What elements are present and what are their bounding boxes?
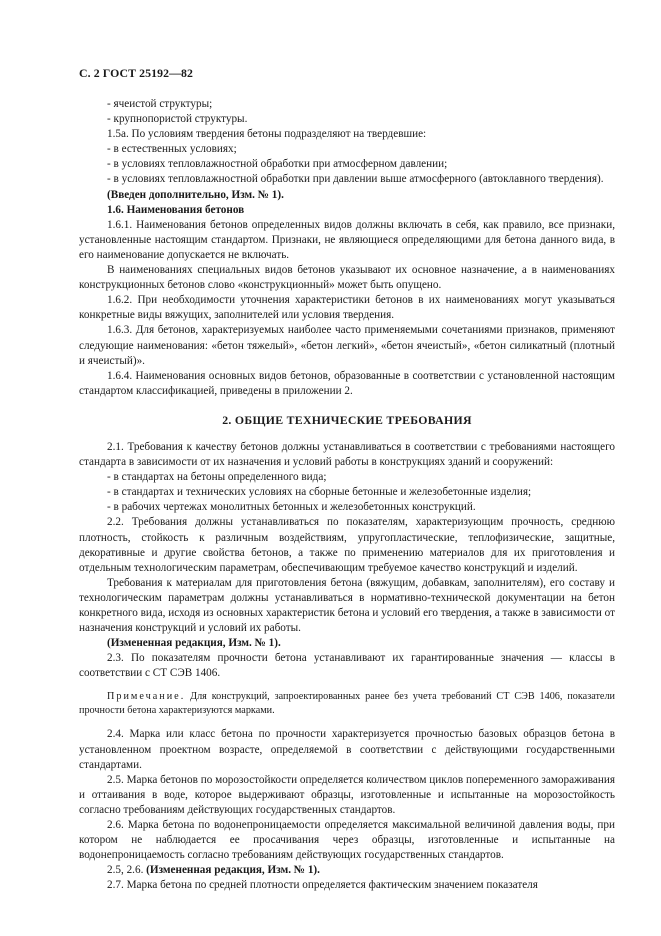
clause-1-6-1-cont: В наименованиях специальных видов бетонов указывают их основное назначение, а в наименованиях конструкционных бетонов слово «конструкционный» может быть опущено. <box>79 264 615 292</box>
list-item: - в условиях тепловлажностной обработки при давлении выше атмосферного (автоклавного твердения). <box>107 173 604 186</box>
note <box>79 690 615 717</box>
clause-2-4: 2.4. Марка или класс бетона по прочности характеризуется прочностью базовых образцов бетона в установленном проектном возрасте, определяемой в соответствии с действующими государственными стандартами. <box>79 728 615 771</box>
clause-1-6-4: 1.6.4. Наименования основных видов бетонов, образованные в соответствии с установленной настоящим стандартом классификацией, приведены в приложении 2. <box>79 369 615 397</box>
clause-1-5a: 1.5а. По условиям твердения бетоны подразделяют на твердевшие: <box>107 128 427 141</box>
list-item: - в стандартах на бетоны определенного вида; <box>107 471 327 484</box>
list-item: - в естественных условиях; <box>107 143 237 156</box>
list-item: - крупнопористой структуры. <box>107 113 248 126</box>
clause-2-3: 2.3. По показателям прочности бетона устанавливают их гарантированные значения — классы в соответствии с СТ СЭВ 1406. <box>79 652 615 680</box>
clause-2-1: 2.1. Требования к качеству бетонов должны устанавливаться в соответствии с требованиями настоящего стандарта в зависимости от их назначения и условий работы в конструкциях зданий и сооружений: <box>79 440 615 469</box>
amendment-note <box>107 863 615 878</box>
list-item: - в условиях тепловлажностной обработки при атмосферном давлении; <box>107 158 448 171</box>
amendment-note: (Измененная редакция, Изм. № 1). <box>107 637 281 650</box>
list-item: - ячеистой структуры; <box>107 98 213 110</box>
clause-2-7: 2.7. Марка бетона по средней плотности определяется фактическим значением показателя <box>107 879 538 892</box>
amendment-note: (Введен дополнительно, Изм. № 1). <box>107 188 284 201</box>
page-header: С. 2 ГОСТ 25192—82 <box>79 66 194 80</box>
clause-1-6-2: 1.6.2. При необходимости уточнения характеристики бетонов в их наименованиях могут указываться конкретные виды вяжущих, заполнителей или условия твердения. <box>79 294 615 322</box>
clause-2-2: 2.2. Требования должны устанавливаться по показателям, характеризующим прочность, среднюю плотность, стойкость к различным воздействиям, упругопластические, теплофизические, защитные, декоративные и другие свойства бетонов, а также по применению материалов для их приготовления и отдельным технологическим параметрам, обеспечивающим требуемое качество конструкций и изделий. <box>79 516 615 574</box>
clause-1-6-1: 1.6.1. Наименования бетонов определенных видов должны включать в себя, как правило, все признаки, установленные настоящим стандартом. Признаки, не являющиеся определяющими для бетона данного вида, в его наименование допускается не включать. <box>79 218 615 261</box>
list-item: - в рабочих чертежах монолитных бетонных и железобетонных конструкций. <box>107 501 476 514</box>
clause-2-6: 2.6. Марка бетона по водонепроницаемости определяется максимальной величиной давления воды, при котором не наблюдается ее просачивания через образцы, изготовленные и испытанные на водонепроницаемость согласно требованиям действующих государственных стандартов. <box>79 819 615 862</box>
section-heading-1-6: 1.6. Наименования бетонов <box>107 203 245 216</box>
clause-2-2-cont: Требования к материалам для приготовления бетона (вяжущим, добавкам, заполнителям), его составу и технологическим параметрам должны устанавливаться в нормативно-технической документации на бетон конкретного вида, исходя из основных характеристик бетона и условий его твердения, а также в зависимости от назначения конструкций и условий их работы. <box>79 576 615 635</box>
note-text: Для конструкций, запроектированных ранее без учета требований СТ СЭВ 1406, показатели прочности бетона характеризуются марками. <box>79 691 615 716</box>
amendment-label: (Измененная редакция, Изм. № 1). <box>146 864 320 877</box>
clause-numbers: 2.5, 2.6. <box>107 864 147 877</box>
clause-1-6-3: 1.6.3. Для бетонов, характеризуемых наиболее часто применяемыми сочетаниями признаков, применяют следующие наименования: «бетон тяжелый», «бетон легкий», «бетон ячеистый», «бетон силикатный (плотный и ячеистый)». <box>79 324 615 367</box>
page-content <box>79 97 615 894</box>
clause-2-5: 2.5. Марка бетонов по морозостойкости определяется количеством циклов попеременного замораживания и оттаивания в воде, которое выдерживают образцы, изготовленные и испытанные на морозостойкость согласно требованиям действующих государственных стандартов. <box>79 773 615 816</box>
list-item: - в стандартах и технических условиях на сборные бетонные и железобетонные изделия; <box>107 486 532 499</box>
note-label: Примечание. <box>107 691 186 703</box>
section-title: 2. ОБЩИЕ ТЕХНИЧЕСКИЕ ТРЕБОВАНИЯ <box>222 412 472 427</box>
